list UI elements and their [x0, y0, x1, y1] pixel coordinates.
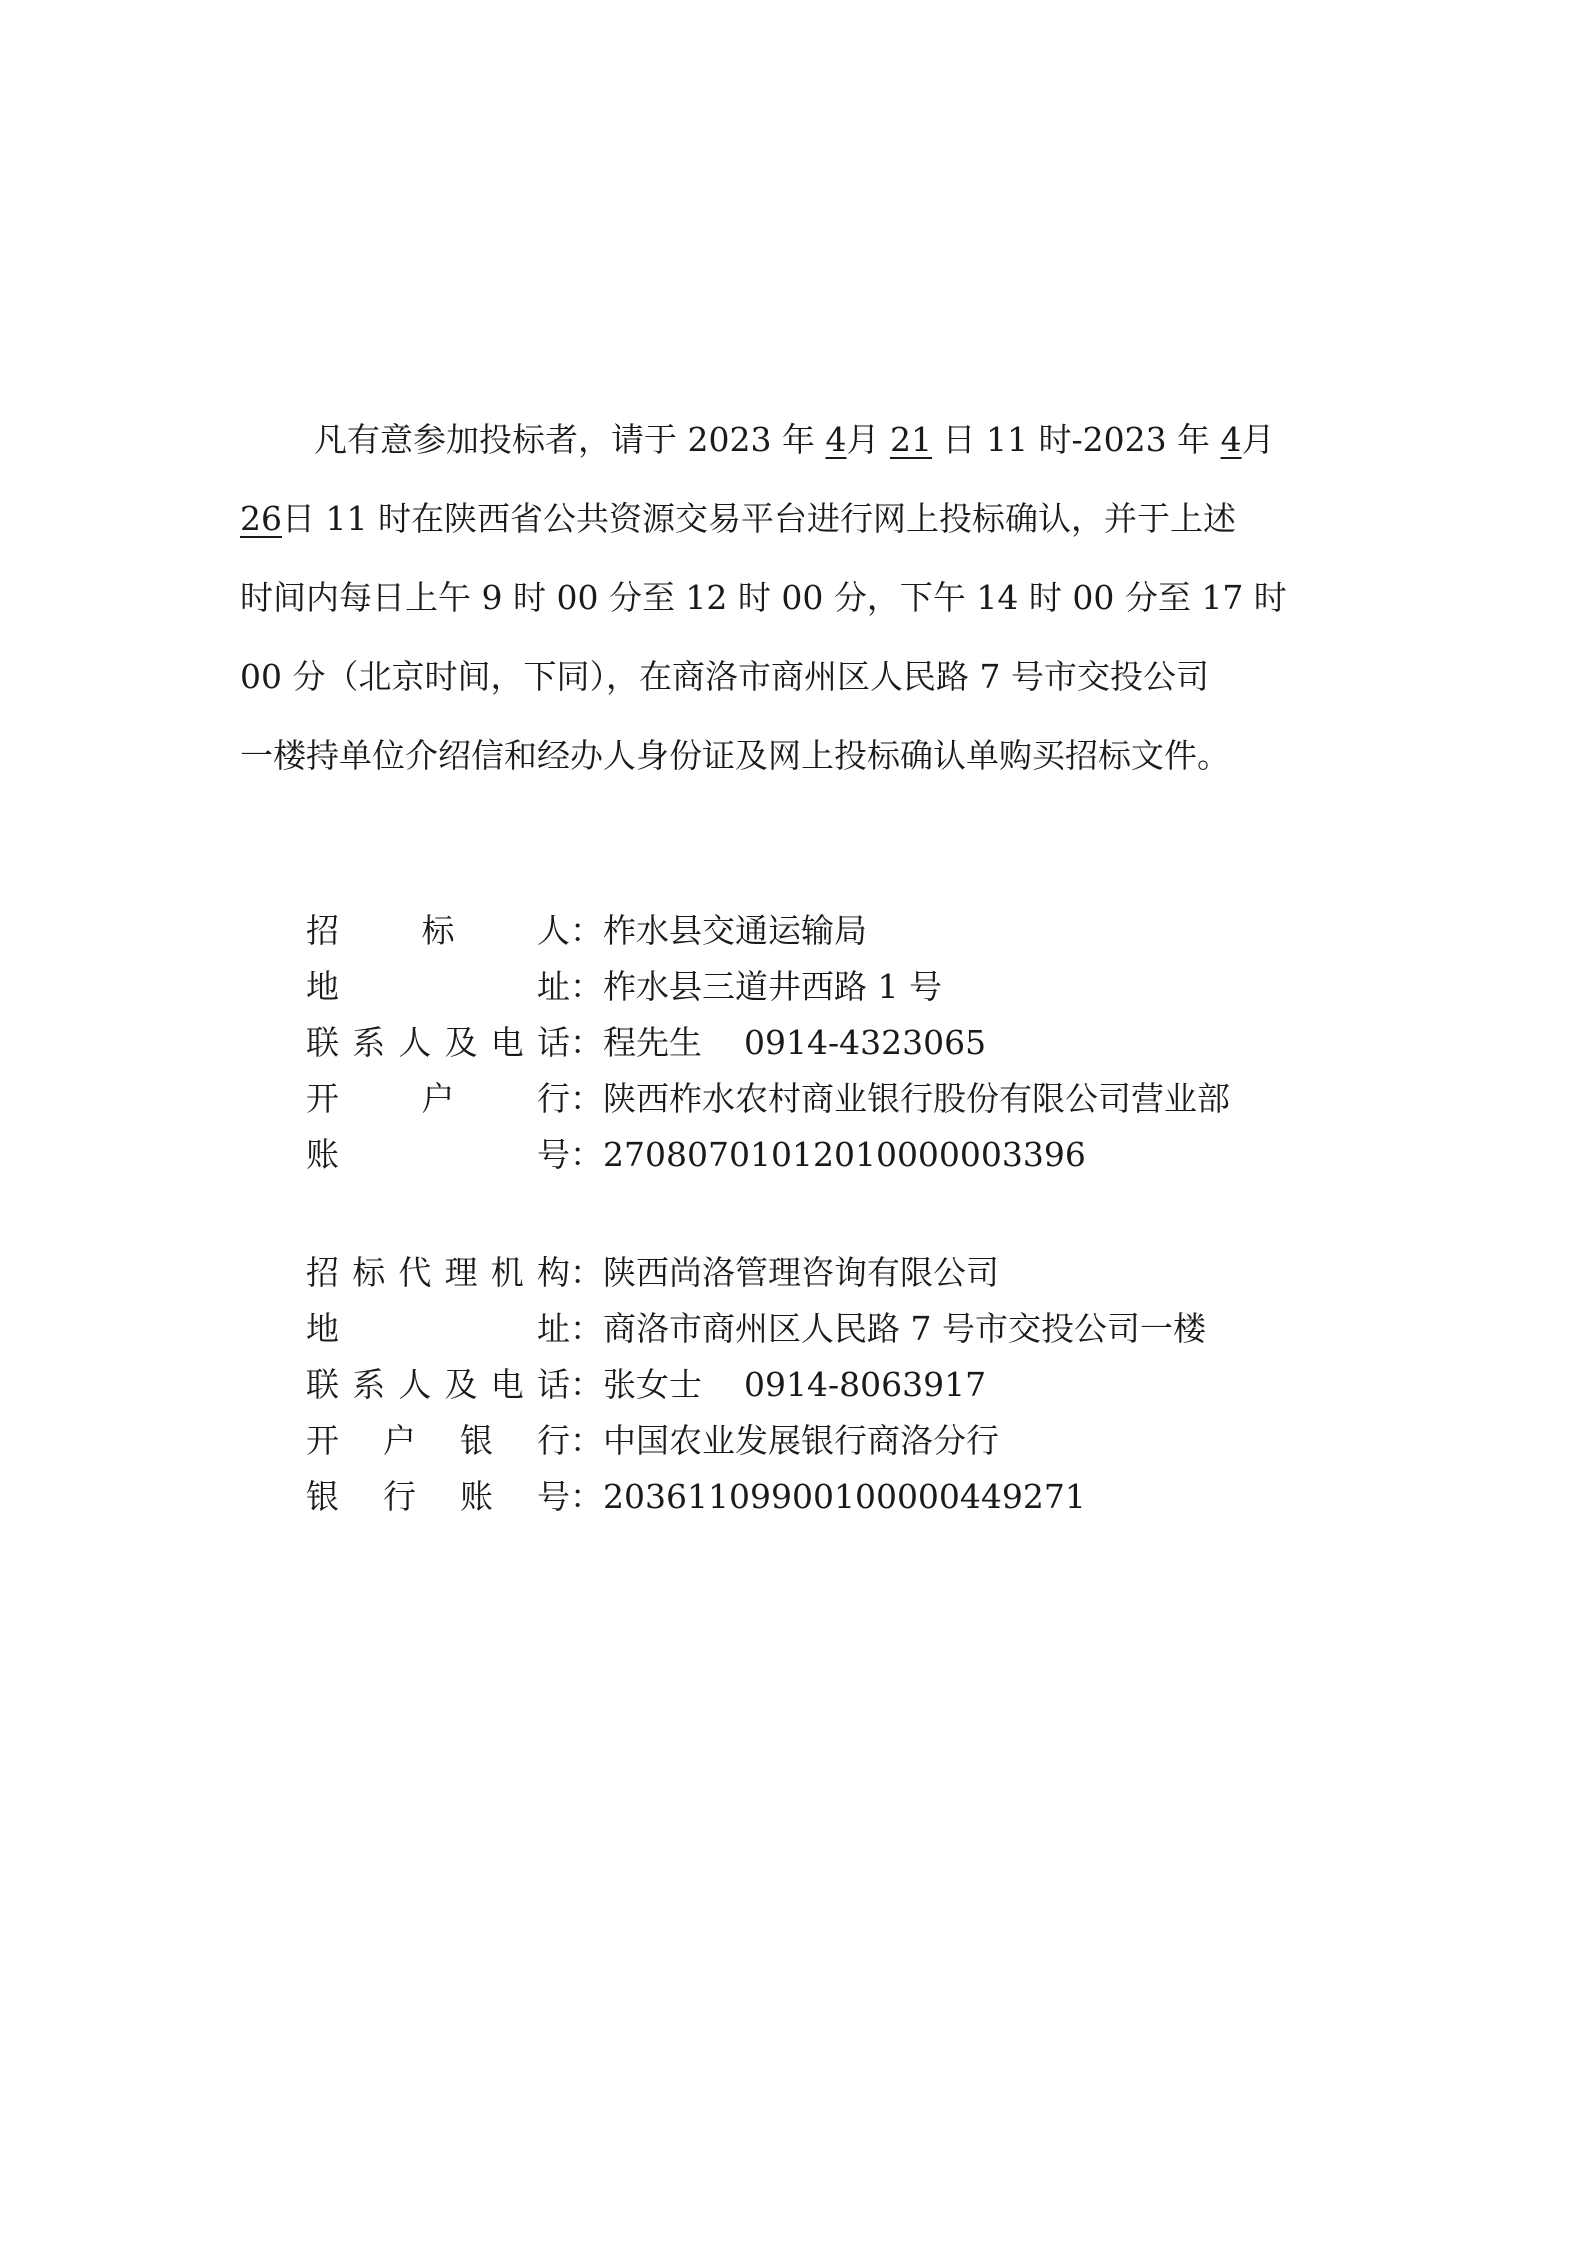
agency-contact-row: 联 系 人 及 电 话 ： 张女士 0914-8063917 — [306, 1357, 1406, 1413]
tenderer-row: 招 标 人 ： 柞水县交通运输局 — [306, 903, 1406, 959]
tenderer-label: 招 标 人 — [306, 911, 570, 950]
tenderer-bank-row: 开 户 行 ： 陕西柞水农村商业银行股份有限公司营业部 — [306, 1071, 1406, 1127]
tenderer-address: 柞水县三道井西路 1 号 — [603, 967, 942, 1006]
agency-row: 招 标 代 理 机 构 ： 陕西尚洛管理咨询有限公司 — [306, 1245, 1406, 1301]
paragraph-line-3: 时间内每日上午 9 时 00 分至 12 时 00 分，下午 14 时 00 分至 17 时 — [240, 578, 1287, 617]
agency-account-row: 银 行 账 号 ： 20361109900100000449271 — [306, 1469, 1406, 1525]
tenderer-bank: 陕西柞水农村商业银行股份有限公司营业部 — [603, 1079, 1230, 1118]
start-month: 4 — [825, 420, 847, 459]
start-day: 21 — [889, 420, 932, 459]
paragraph-line-1: 凡有意参加投标者，请于 2023 年 4月 21 日 11 时-2023 年 4月 — [314, 420, 1275, 459]
agency-bank: 中国农业发展银行商洛分行 — [603, 1421, 999, 1460]
bank-label: 开 户 银 行 — [306, 1421, 570, 1460]
paragraph-line-5: 一楼持单位介绍信和经办人身份证及网上投标确认单购买招标文件。 — [240, 736, 1230, 775]
agency-account: 20361109900100000449271 — [603, 1477, 1086, 1516]
tenderer-account: 27080701012010000003396 — [603, 1135, 1086, 1174]
tenderer-info-block — [306, 903, 1406, 1183]
bank-label: 开 户 行 — [306, 1079, 570, 1118]
agency-bank-row: 开 户 银 行 ： 中国农业发展银行商洛分行 — [306, 1413, 1406, 1469]
address-label: 地 址 — [306, 1309, 570, 1348]
agency-contact: 张女士 0914-8063917 — [603, 1365, 987, 1404]
tenderer-address-row: 地 址 ： 柞水县三道井西路 1 号 — [306, 959, 1406, 1015]
paragraph-line-2: 26日 11 时在陕西省公共资源交易平台进行网上投标确认，并于上述 — [240, 499, 1236, 538]
agency-value: 陕西尚洛管理咨询有限公司 — [603, 1253, 999, 1292]
agency-info-block — [306, 1245, 1406, 1525]
tenderer-account-row: 账 号 ： 27080701012010000003396 — [306, 1127, 1406, 1183]
end-month: 4 — [1220, 420, 1242, 459]
paragraph-line-4: 00 分（北京时间，下同），在商洛市商州区人民路 7 号市交投公司 — [240, 657, 1209, 696]
agency-phone: 0914-8063917 — [744, 1365, 987, 1404]
contact-label: 联 系 人 及 电 话 — [306, 1365, 570, 1404]
account-label: 银 行 账 号 — [306, 1477, 570, 1516]
address-label: 地 址 — [306, 967, 570, 1006]
tenderer-phone: 0914-4323065 — [744, 1023, 987, 1062]
tenderer-value: 柞水县交通运输局 — [603, 911, 867, 950]
agency-label: 招 标 代 理 机 构 — [306, 1253, 570, 1292]
tenderer-contact: 程先生 0914-4323065 — [603, 1023, 987, 1062]
contact-label: 联 系 人 及 电 话 — [306, 1023, 570, 1062]
account-label: 账 号 — [306, 1135, 570, 1174]
agency-address-row: 地 址 ： 商洛市商州区人民路 7 号市交投公司一楼 — [306, 1301, 1406, 1357]
agency-address: 商洛市商州区人民路 7 号市交投公司一楼 — [603, 1309, 1206, 1348]
end-day: 26 — [240, 499, 282, 538]
tenderer-contact-row: 联 系 人 及 电 话 ： 程先生 0914-4323065 — [306, 1015, 1406, 1071]
purchase-notice-paragraph — [240, 400, 1360, 795]
